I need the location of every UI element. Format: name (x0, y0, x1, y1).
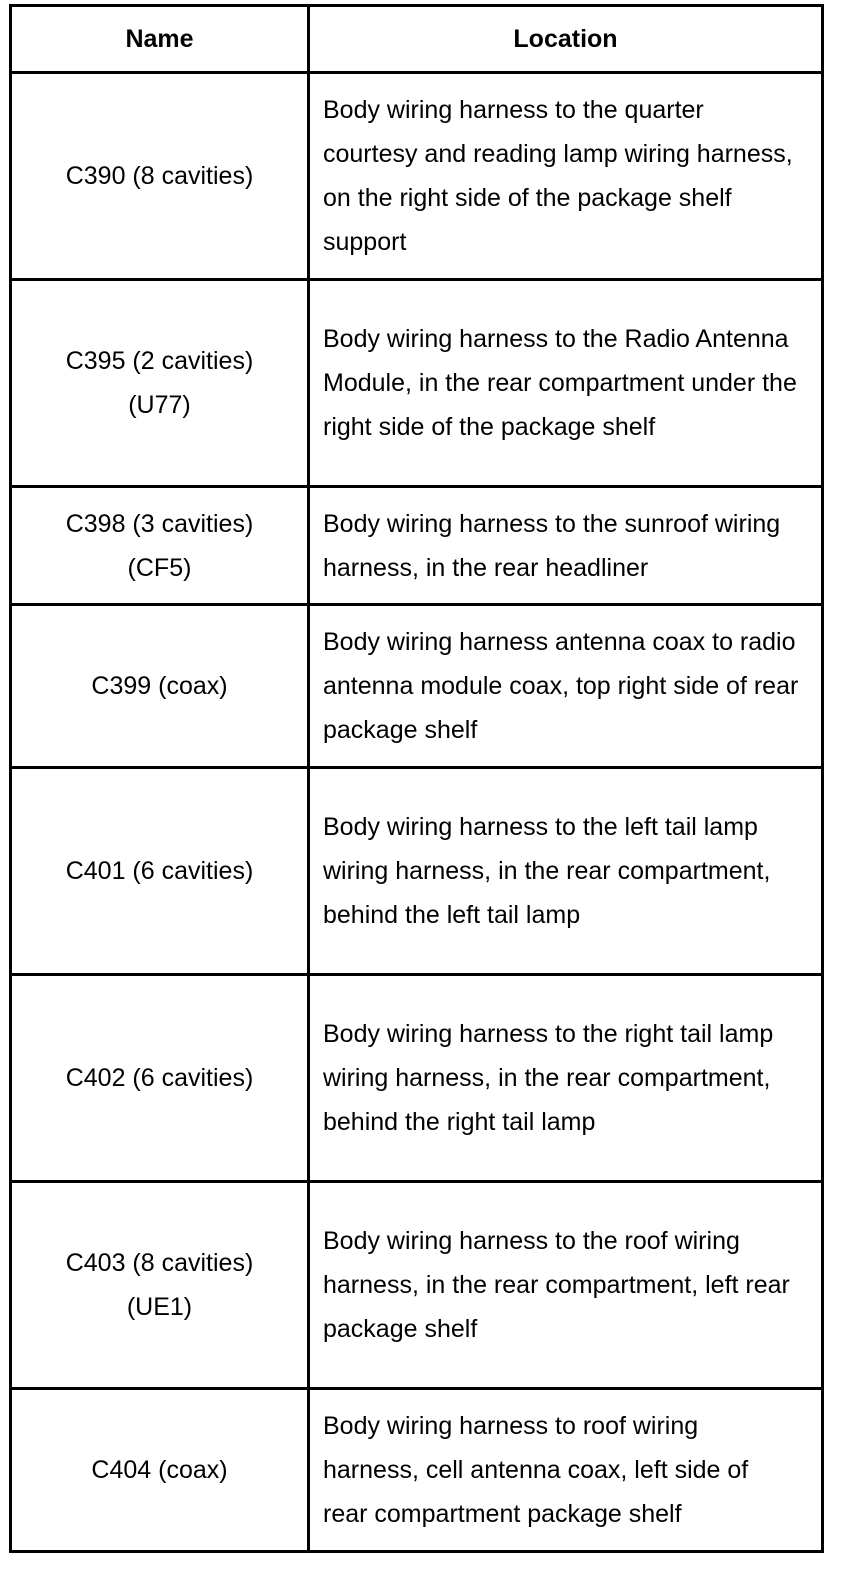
connector-location-cell: Body wiring harness to the right tail lamp wiring harness, in the rear compartment, behind the right tail lamp (309, 975, 823, 1182)
table-row (11, 768, 823, 975)
connector-name-line: C398 (3 cavities) (65, 509, 254, 538)
connector-name-cell (11, 1182, 309, 1389)
table-row (11, 605, 823, 768)
table-row (11, 487, 823, 605)
connector-name-line: C404 (coax) (91, 1456, 228, 1484)
table-row (11, 280, 823, 487)
connector-location-cell: Body wiring harness antenna coax to radio antenna module coax, top right side of rear package shelf (309, 605, 823, 768)
connector-name-cell (11, 605, 309, 768)
connector-name-line: C401 (6 cavities) (65, 857, 254, 885)
connector-name-line: (CF5) (127, 553, 192, 582)
connector-name-line: C402 (6 cavities) (65, 1064, 254, 1092)
connector-name-line: (UE1) (126, 1293, 193, 1321)
connector-name-line: C390 (8 cavities) (65, 162, 254, 190)
connector-name-line: C395 (2 cavities) (65, 347, 254, 375)
connector-name-cell (11, 487, 309, 605)
connector-location-cell: Body wiring harness to the left tail lamp wiring harness, in the rear compartment, behind the left tail lamp (309, 768, 823, 975)
table-row (11, 73, 823, 280)
table-header (11, 6, 823, 73)
header-location: Location (309, 6, 823, 73)
table-row (11, 975, 823, 1182)
connector-location-cell: Body wiring harness to the quarter courtesy and reading lamp wiring harness, on the right side of the package shelf support (309, 73, 823, 280)
connector-table-container (9, 4, 821, 1553)
header-name: Name (11, 6, 309, 73)
connector-name-line: (U77) (128, 391, 191, 419)
connector-name-cell (11, 280, 309, 487)
connector-name-cell (11, 975, 309, 1182)
connector-location-cell: Body wiring harness to the Radio Antenna Module, in the rear compartment under the right side of the package shelf (309, 280, 823, 487)
connector-location-cell: Body wiring harness to the sunroof wiring harness, in the rear headliner (309, 487, 823, 605)
connector-location-cell: Body wiring harness to the roof wiring harness, in the rear compartment, left rear package shelf (309, 1182, 823, 1389)
table-row (11, 1182, 823, 1389)
connector-name-cell (11, 1389, 309, 1552)
table-body (11, 73, 823, 1552)
connector-name-cell (11, 768, 309, 975)
connector-name-cell (11, 73, 309, 280)
connector-name-line: C403 (8 cavities) (65, 1249, 254, 1277)
connector-location-table (9, 4, 824, 1553)
header-row (11, 6, 823, 73)
connector-location-cell: Body wiring harness to roof wiring harness, cell antenna coax, left side of rear compartment package shelf (309, 1389, 823, 1552)
connector-name-line: C399 (coax) (91, 672, 228, 700)
table-row (11, 1389, 823, 1552)
